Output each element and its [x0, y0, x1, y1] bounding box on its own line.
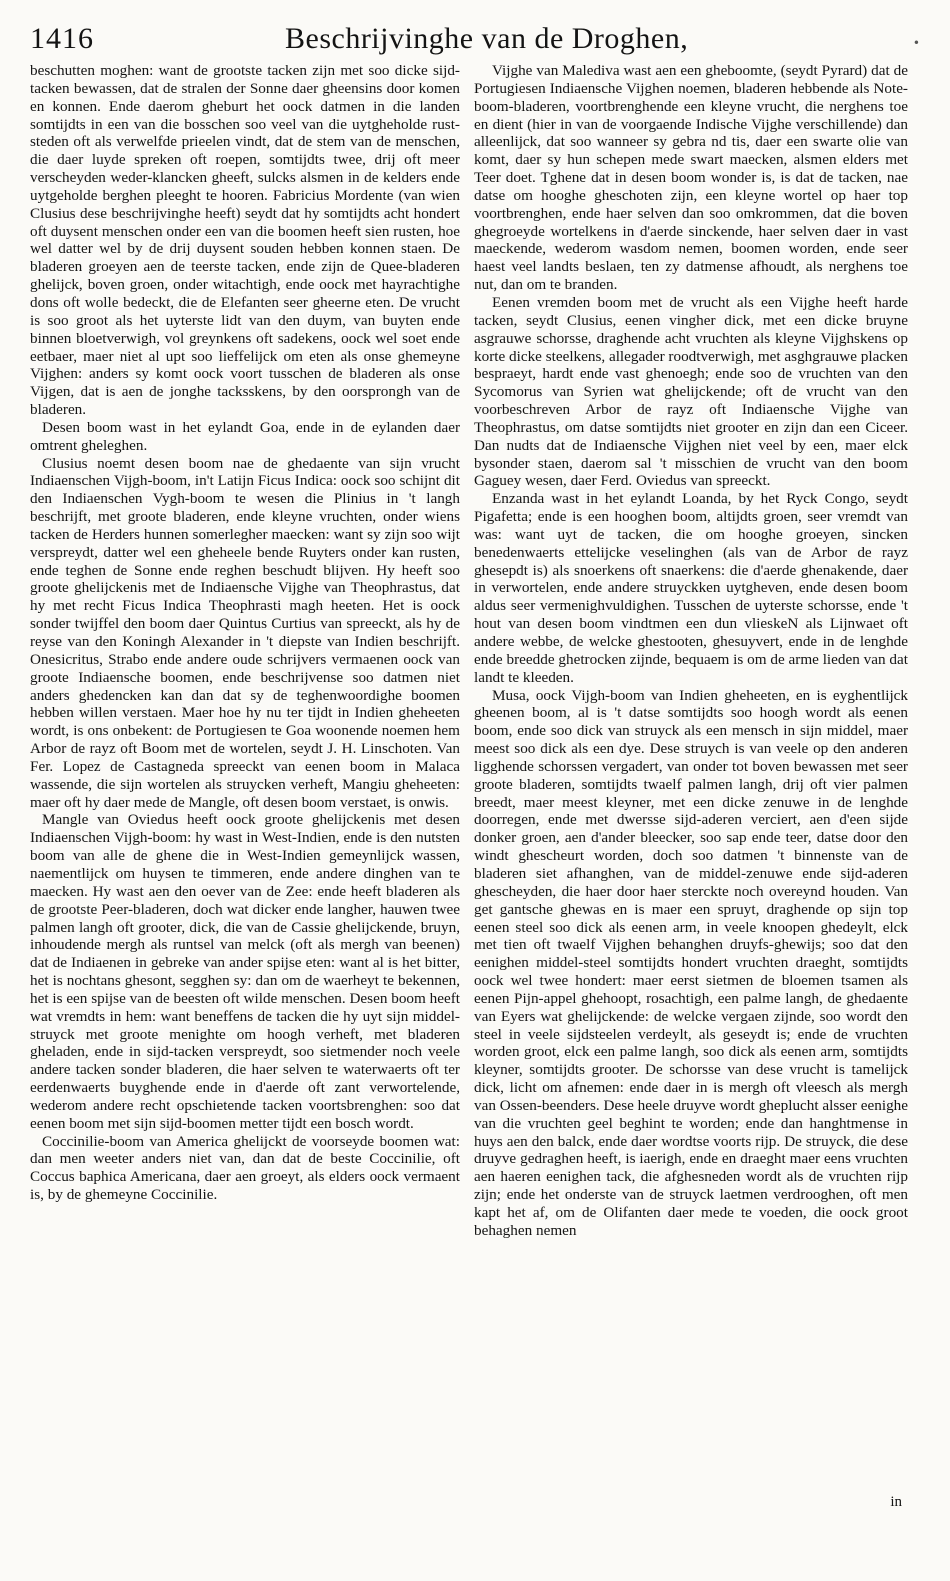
left-column: [30, 62, 460, 1482]
catchword: in: [890, 1494, 902, 1510]
page-number: 1416: [30, 22, 94, 55]
paragraph: Clusius noemt desen boom nae de ghedaente van sijn vrucht Indiaenschen Vijgh-boom, in't Latijn Ficus Indica: oock soo schijnt dit den Indiaenschen Vygh-boom te wesen die Plinius in 't langh beschrijft, met groote bladeren, ende kleyne vruchten, onder wiens tacken de Herders hunnen somerlegher maecken: want sy zijn soo wijt verspreydt, datter wel een gheheele bende Ruyters onder kan rusten, ende teghen de Sonne ende reghen beschudt blijven. Hy heeft soo groote ghelijckenis met de Indiaensche Vijghe van Theophrastus, dat hy met recht Ficus Indica Theophrasti magh heeten. Het is oock sonder twijffel den boom daer Quintus Curtius van spreeckt, als hy de reyse van den Koningh Alexander in 't diepste van Indien beschrijft. Onesicritus, Strabo ende andere oude schrijvers vermaenen oock van groote Indiaensche boomen, ende beschrijvense soo datmen niet anders ghedencken kan dan dat sy de teghenwoordighe boomen hebben willen verstaen. Maer hoe hy nu ter tijdt in Indien gheheeten wordt, is ons onbekent: de Portugiesen te Goa woonende noemen hem Arbor de rayz oft Boom met de wortelen, seydt J. H. Linschoten. Van Fer. Lopez de Castagneda spreeckt van eenen boom in Malaca wassende, die sijn wortelen als struycken verheft, Mangiu gheheeten: maer oft hy daer mede de Mangle, oft desen boom verstaet, is onwis.: [30, 454, 460, 811]
page-header: [30, 18, 922, 58]
paragraph: Eenen vremden boom met de vrucht als een Vijghe heeft harde tacken, seydt Clusius, eenen vingher dick, met een dicke bruyne asgrauwe schorsse, draghende acht vruchten als kleyne Vijghskens op korte dicke steelkens, allegader roodtverwigh, met asghgrauwe placken bespraeyt, hardt ende vast ghenoegh; ende soo de vruchten van den Sycomorus van Syrien wat ghelijckende; oft de vrucht van den voorbeschreven Arbor de rayz oft Indiaensche Vijghe van Theophrastus, om datse somtijdts niet grooter en zijn dan een Ciceer. Dan nudts dat de Indiaensche Vijghen niet veel by een, maer elck bysonder staen, daerom sal 't misschien de vrucht van den boom Gaguey wesen, daer Ferd. Oviedus van spreeckt.: [474, 293, 908, 490]
paragraph: Coccinilie-boom van America ghelijckt de voorseyde boomen wat: dan men weeter anders niet van, dan dat de beste Coccinilie, oft Coccus baphica Americana, daer aen groeyt, als elders oock vermaent is, by de ghemeyne Coccinilie.: [30, 1132, 460, 1204]
paragraph: Musa, oock Vijgh-boom van Indien gheheeten, en is eyghentlijck gheenen boom, al is 't datse somtijdts soo hoogh wordt als eenen boom, ende soo dick van struyck als een mensch in sijn middel, maer meest soo dick als een dye. Dese struych is van veele op den anderen ligghende schorssen vergadert, van onder tot boven bewassen met seer groote bladeren, somtijdts twaelf palmen langh, drij oft vier palmen breedt, maer meest kleyner, met een dicke zenuwe in de lenghde doorregen, ende met dwersse sijd-aderen verciert, aen d'een sijde donker groen, aen d'ander bleecker, soo sap ende teer, datse door den windt ghescheurt worden, doch soo datmen 't binnenste van de bladeren siet afhanghen, van de middel-zenuwe ende sijd-aderen ghescheyden, die haer door haer sterckte noch overeynd houden. Van get gantsche ghewas en is maer een spruyt, draghende op sijn top eenen steel soo dick als eenen arm, in veele knoopen ghedeylt, elck met tien oft twaelf Vijghen behanghen druyfs-ghewijs; soo dat den eenighen middel-steel somtijdts hondert vruchten draeght, somtijdts oock wel twee hondert: maer eerst sietmen de bloemen tsamen als eenen Pijn-appel ghehoopt, rosachtigh, een palme langh, de ghedaente van Eyers wat ghelijckende: de welcke vergaen zijnde, soo wordt den steel in veele sijdsteelen verdeylt, als geseydt is; ende de vruchten worden groot, elck een palme langh, soo dick als eenen arm, somtijdts kleyner, somtijdts grooter. De schorsse van dese vrucht is tamelijck dick, licht om afnemen: ende daer in is mergh oft vleesch als mergh van Ossen-beenders. Dese heele druyve wordt gheplucht alsser eenighe van die vruchten geel beghint te worden; ende dan hanghtmense in huys aen den balck, ende daer wordtse voorts rijp. De struyck, die dese druyve gedraghen heeft, is iaerigh, ende en draeght maer eens vruchten aen haeren eenighen tack, die afghesneden wordt als de vruchten rijp zijn; ende het onderste van de struyck laetmen verdrooghen, oft men kapt het af, om de Olifanten daer mede te voeden, die oock groot behaghen nemen: [474, 686, 908, 1239]
running-title: Beschrijvinghe van de Droghen,: [285, 22, 689, 55]
paragraph: Enzanda wast in het eylandt Loanda, by het Ryck Congo, seydt Pigafetta; ende is een hooghen boom, altijdts groen, seer vremdt van was: want uyt de tacken, die om hooghe groeyen, sincken benedenwaerts ettelijcke veselinghen (als van de Arbor de rayz ghesepdt is) als snoerkens oft snaerkens: die d'aerde ghenakende, daer in verwortelen, ende andere struyckken uytgheven, ende desen boom aldus seer vermenighvuldighen. Tusschen de uyterste schorsse, ende 't hout van desen boom vindtmen een dun vlieskeN als Lijnwaet oft andere webbe, de welcke ghestooten, ghesuyvert, ende in de lenghde ende breedde ghetrocken zijnde, bequaem is om de arme lieden van dat landt te kleeden.: [474, 490, 908, 686]
right-column: [474, 62, 908, 1494]
corner-ornament: •: [912, 36, 920, 50]
paragraph: Mangle van Oviedus heeft oock groote ghelijckenis met desen Indiaenschen Vijgh-boom: hy wast in West-Indien, ende is den nutsten boom van alle de ghene die in West-Indien gemeynlijck wassen, naementlijck om huysen te timmeren, ende andere dinghen van te maecken. Hy wast aen den oever van de Zee: ende heeft bladeren als de grootste Peer-bladeren, doch wat dicker ende langher, hauwen twee palmen langh oft grooter, dick, die van de Cassie ghelijckende, bruyn, inhoudende mergh als runtsel van melck (oft als mergh van beenen) dat de Indiaenen in gebreke van ander spijse eten: want al is het bitter, het is nochtans ghesont, segghen sy: dan om de waerheyt te bekennen, het is een spijse van de beesten oft wilde menschen. Desen boom heeft wat vremdts in hem: want beneffens de tacken die hy uyt sijn middel-struyck met groote menighte om hoogh verheft, met bladeren gheladen, ende in sijd-tacken verspreydt, soo sietmender noch veele andere tacken sonder bladeren, die haer selven te waterwaerts oft ter eerdenwaerts buyghende ende in d'aerde oft zant verwortelende, wederom andere recht opschietende tacken voortsbrenghen: soo dat eenen boom met sijn sijd-boomen metter tijdt een bosch wordt.: [30, 811, 460, 1132]
paragraph: Vijghe van Malediva wast aen een gheboomte, (seydt Pyrard) dat de Portugiesen Indiaensche Vijghen noemen, bladeren hebbende als Note-boom-bladeren, voortbrenghende een kleyne vrucht, die nerghens toe en dient (hier in van de voorgaende Indische Vijghe verschillende) dan alleenlijck, dat soo wanneer sy gebra nd tis, daer een swarte olie van komt, daer sy hun schepen mede swart maecken, alsmen elders met Teer doet. Tghene dat in desen boom wonder is, is dat de tacken, nae datse om hooghe gheschoten zijn, een kleyne wortel op haer top voortbrenghen, ende haer selven dan soo omkrommen, dat die boven ghegroeyde wortelkens in d'aerde sinckende, haer selven daer in vast maeckende, wederom wasdom nemen, boomen worden, ende seer haest veel landts beslaen, ten zy datmense afhoudt, als nerghens toe nut, dan om te branden.: [474, 62, 908, 294]
paragraph: beschutten moghen: want de grootste tacken zijn met soo dicke sijd-tacken bewassen, dat de stralen der Sonne daer gheensins door komen en konnen. Ende daerom gheburt het oock datmen in die landen somtijdts in een van die bosschen soo veel van die uytgheholde rust-steden oft als verwelfde prieelen vindt, dat de stem van de menschen, die daer luyde spreken oft roepen, somtijdts twee, drij oft meer verscheyden weder-klancken gheeft, sulcks alsmen in de kelders ende uytgeholde berghen pleeght te hooren. Fabricius Mordente (van wien Clusius dese beschrijvinghe heeft) seydt dat hy somtijdts acht hondert oft duysent menschen onder een van die boomen heeft sien rusten, hoe wel datter wel by de drij duysent souden hebben konnen staen. De bladeren groeyen aen de teerste tacken, ende zijn de Quee-bladeren ghelijck, boven groen, onder witachtigh, ende oock met hayrachtighe dons oft wolle bedeckt, die de Elefanten seer gheerne eten. De vrucht is soo groot als het uyterste lidt van den duym, van buyten ende binnen bloetverwigh, vol greynkens oft sadekens, oock wel soet ende eetbaer, maer niet al upt soo lieffelijck om eten als onse ghemeyne Vijghen: anders sy komt oock voort tusschen de bladeren als onse Vijgen, dat is aen de jonghe tacksskens, by den oorsprongh van de bladeren.: [30, 62, 460, 419]
paragraph: Desen boom wast in het eylandt Goa, ende in de eylanden daer omtrent gheleghen.: [30, 418, 460, 454]
